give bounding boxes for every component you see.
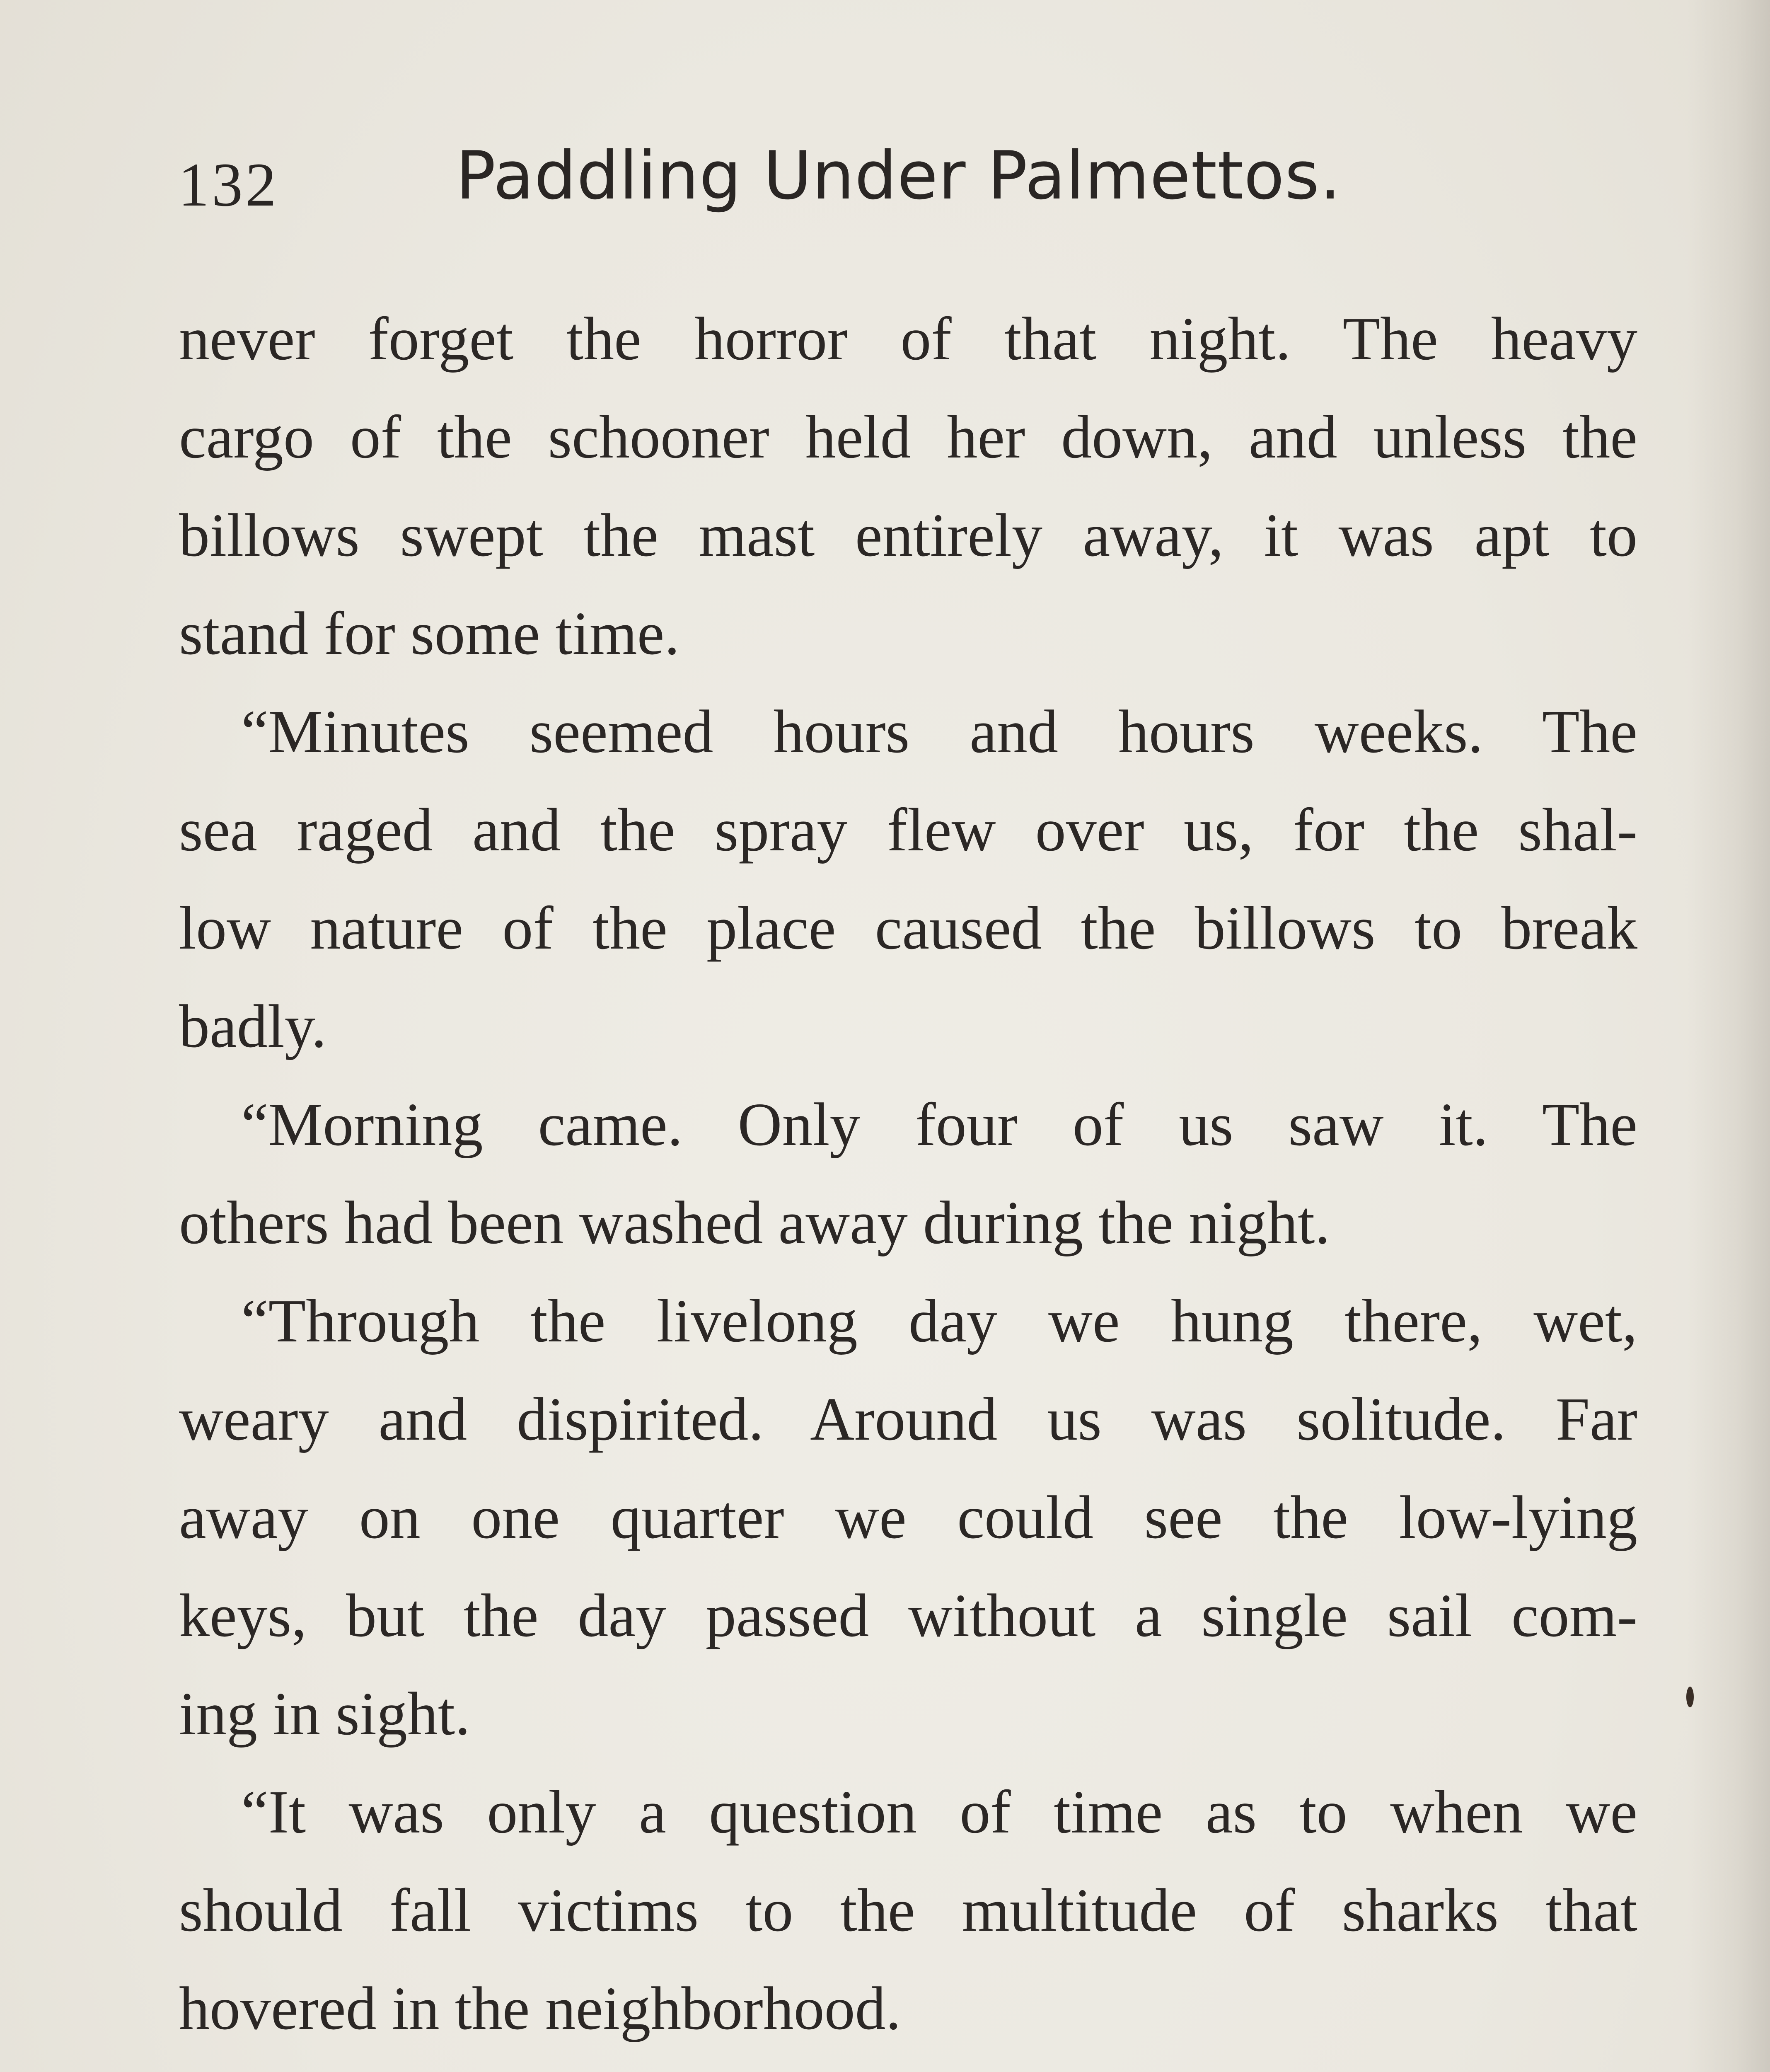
text-line: away on one quarter we could see the low-lying	[179, 1484, 1637, 1552]
text-line: badly.	[179, 992, 327, 1060]
text-line	[179, 2058, 1637, 2072]
body-text	[179, 290, 1637, 2072]
text-line: should fall victims to the multitude of sharks that	[179, 1876, 1637, 1944]
text-line: “Morning came. Only four of us saw it. The	[241, 1091, 1637, 1159]
page-header	[178, 137, 1637, 244]
text-line: weary and dispirited. Around us was solitude. Far	[179, 1385, 1637, 1453]
text-line: cargo of the schooner held her down, and unless the	[179, 403, 1637, 471]
ink-speck	[1686, 1687, 1694, 1707]
running-title: Paddling Under Palmettos.	[456, 137, 1342, 214]
text-line: stand for some time.	[179, 600, 680, 668]
text-line: others had been washed away during the night.	[179, 1189, 1330, 1257]
text-line: ing in sight.	[179, 1680, 471, 1748]
text-line: “Through the livelong day we hung there, wet,	[241, 1287, 1637, 1355]
text-line: “It was only a question of time as to when we	[241, 1778, 1637, 1846]
text-line: never forget the horror of that night. The heavy	[179, 305, 1637, 373]
page-number: 132	[178, 150, 279, 219]
text-line: sea raged and the spray flew over us, for the shal-	[179, 796, 1637, 864]
page-edge-shadow	[1687, 0, 1770, 2072]
text-line: hovered in the neighborhood.	[179, 1975, 901, 2043]
text-line: billows swept the mast entirely away, it was apt to	[179, 501, 1637, 569]
text-line: low nature of the place caused the billows to break	[179, 894, 1637, 962]
text-line: “Minutes seemed hours and hours weeks. The	[241, 698, 1637, 766]
text-line: keys, but the day passed without a single sail com-	[179, 1582, 1637, 1650]
